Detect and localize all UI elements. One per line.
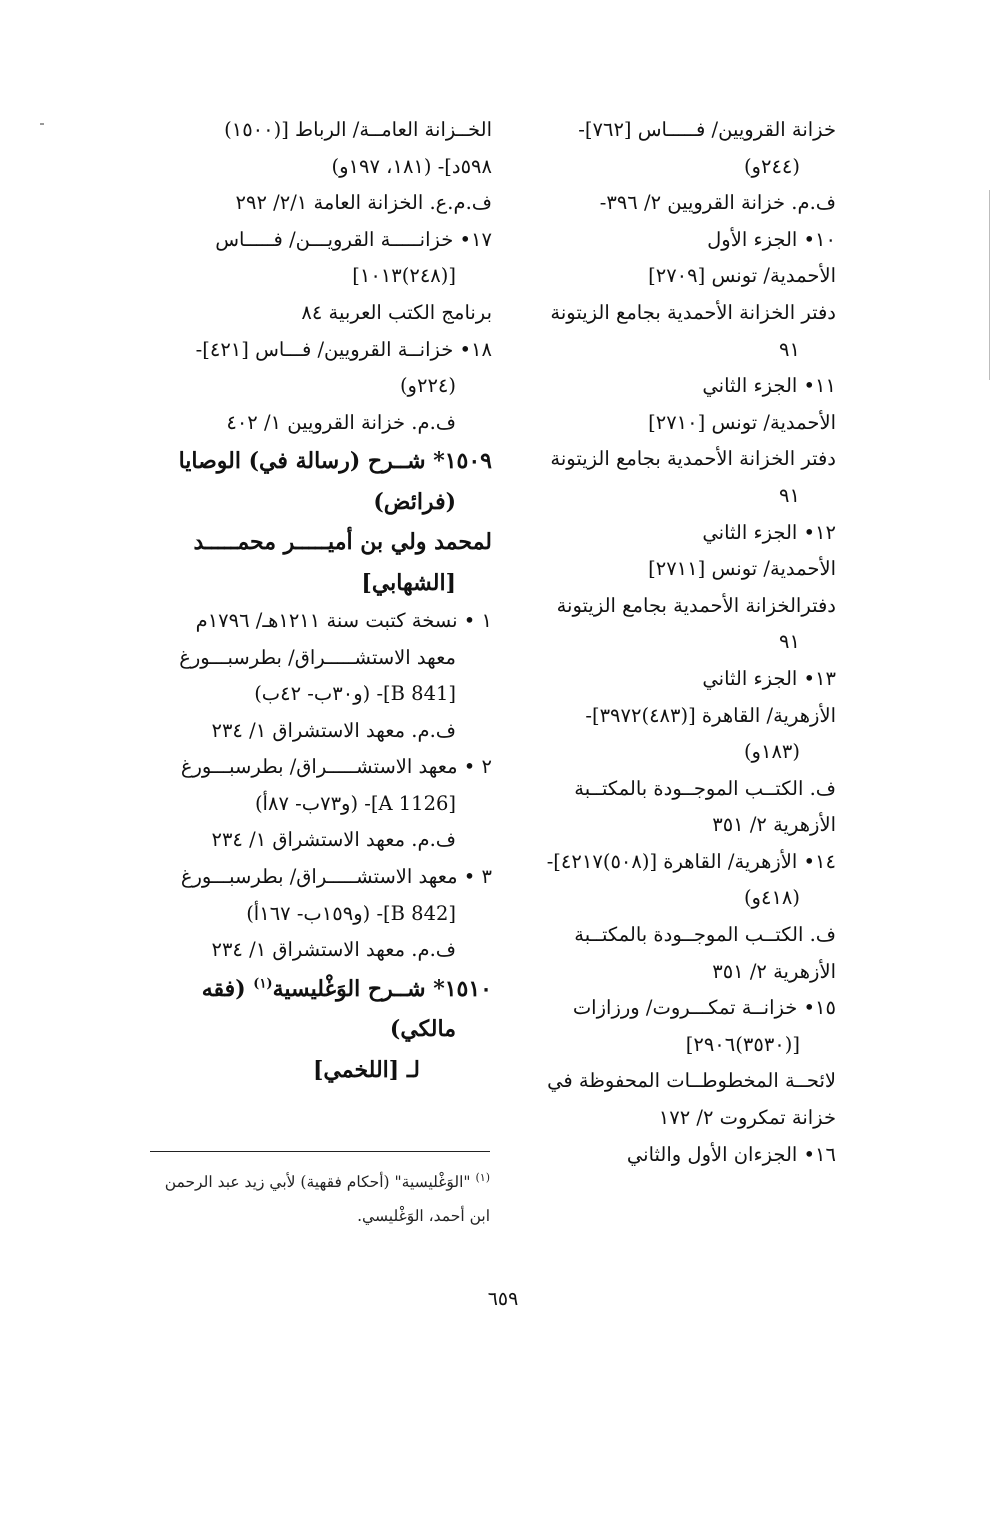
catalog-line: الأحمدية/ تونس [٢٧١٠] xyxy=(648,410,836,434)
footnote-line xyxy=(150,1165,490,1199)
entry-heading: ٢ • معهد الاستشـــــراق/ بطرسبـــورغ xyxy=(180,755,492,779)
catalog-line: [(٢٤٨)١٠١٣] xyxy=(352,264,456,288)
footnote-reference: (١) xyxy=(253,976,273,992)
entry-heading: ١٥• خزانــة تمكـــروت/ ورزازات xyxy=(572,996,836,1020)
entry-title-1509: ١٥٠٩* شــرح (رسالة في) الوصايا xyxy=(178,448,492,475)
catalog-line: ٩١ xyxy=(779,483,800,507)
catalog-line: (٤١٨و) xyxy=(743,886,800,910)
catalog-line: دفترالخزانة الأحمدية بجامع الزيتونة xyxy=(556,593,836,617)
catalog-line: برنامج الكتب العربية ٨٤ xyxy=(301,300,492,324)
catalog-line: الخــزانة العامــة/ الرباط [(١٥٠٠) xyxy=(224,118,492,141)
scan-speck xyxy=(40,123,44,125)
entry-heading: ١٨• خزانــة القرويين/ فـــاس [٤٢١]- xyxy=(195,337,492,361)
footnote-divider xyxy=(150,1151,490,1152)
catalog-line: ف.م.ع. الخزانة العامة ٢/١/ ٢٩٢ xyxy=(235,191,492,215)
entry-author-1509-cont: [الشهابي] xyxy=(361,569,456,596)
entry-heading: ١٧• خزانـــــة القرويـــن/ فـــــاس xyxy=(215,227,492,251)
entry-title-1509-cont: (فرائض) xyxy=(373,488,456,515)
catalog-line: ٩١ xyxy=(779,630,800,654)
catalog-line: ف.م. خزانة القرويين ١/ ٤٠٢ xyxy=(226,410,456,434)
catalog-line: ٩١ xyxy=(779,337,800,361)
footnote-mark: (١) xyxy=(475,1170,490,1184)
catalog-line: [A 1126]- (و٧٣ب- ٨٧أ) xyxy=(254,791,456,815)
catalog-line: [B 842]- (و١٥٩ب- ١٦٧أ) xyxy=(246,901,456,925)
catalog-line: الأزهرية/ القاهرة [(٤٨٣)٣٩٧٢]- xyxy=(585,703,836,727)
catalog-line: خزانة تمكروت ٢/ ١٧٢ xyxy=(658,1106,836,1130)
catalog-line: الأحمدية/ تونس [٢٧٠٩] xyxy=(648,264,836,288)
entry-heading: ١٣• الجزء الثاني xyxy=(702,666,836,690)
entry-heading: ١٢• الجزء الثاني xyxy=(702,520,836,544)
catalog-line: ف.م. معهد الاستشراق ١/ ٢٣٤ xyxy=(211,938,456,962)
entry-title-1510 xyxy=(150,969,492,1009)
entry-title-1510-text: ١٥١٠* شــرح الوَغْليسية xyxy=(272,975,492,1002)
catalog-line: (٢٢٤و) xyxy=(399,374,456,398)
footnote-line: ابن أحمد، الوَغْليسي. xyxy=(357,1207,490,1225)
scan-edge-line xyxy=(989,190,990,380)
page-number: ٦٥٩ xyxy=(487,1288,519,1310)
catalog-line: [(٣٥٣٠)٢٩٠٦] xyxy=(685,1032,800,1056)
entry-heading: ١٦• الجزءان الأول والثاني xyxy=(626,1142,836,1166)
catalog-line: الأزهرية ٢/ ٣٥١ xyxy=(712,813,836,837)
catalog-line: [B 841]- (و٣٠ب- ٤٢ب) xyxy=(254,682,456,706)
catalog-line: ف.م. خزانة القرويين ٢/ ٣٩٦- xyxy=(599,191,836,215)
catalog-line: ف.م. معهد الاستشراق ١/ ٢٣٤ xyxy=(211,718,456,742)
catalog-line: ف. الكتــب الموجــودة بالمكتــبة xyxy=(574,923,836,947)
right-column xyxy=(534,112,836,1173)
entry-author-1510: لـ [اللخمي] xyxy=(313,1056,420,1083)
entry-heading: ١٠• الجزء الأول xyxy=(707,227,836,251)
left-column xyxy=(150,112,492,1090)
catalog-line: (١٨٣و) xyxy=(743,740,800,764)
catalog-line: الأزهرية ٢/ ٣٥١ xyxy=(712,959,836,983)
catalog-line: لائحــة المخطوطــات المحفوظة في xyxy=(547,1069,836,1093)
catalog-line: دفتر الخزانة الأحمدية بجامع الزيتونة xyxy=(550,300,836,324)
catalog-line: ف. الكتــب الموجــودة بالمكتــبة xyxy=(574,776,836,800)
entry-heading: ١٤• الأزهرية/ القاهرة [(٥٠٨)٤٢١٧]- xyxy=(546,849,836,873)
entry-heading: ١ • نسخة كتبت سنة ١٢١١هـ/ ١٧٩٦م xyxy=(195,608,492,632)
catalog-line: ف.م. معهد الاستشراق ١/ ٢٣٤ xyxy=(211,828,456,852)
entry-author-1509: لمحمد ولي بن أميـــــر محمـــــد xyxy=(193,529,492,556)
catalog-line: دفتر الخزانة الأحمدية بجامع الزيتونة xyxy=(550,447,836,471)
catalog-line: ٥٩٨د]- (١٨١، ١٩٧و) xyxy=(331,154,492,178)
entry-heading: ٣ • معهد الاستشـــــراق/ بطرسبـــورغ xyxy=(180,865,492,889)
catalog-line: (٢٤٤و) xyxy=(743,154,800,178)
catalog-line: الأحمدية/ تونس [٢٧١١] xyxy=(648,557,836,581)
catalog-line: خزانة القرويين/ فـــــاس [٧٦٢]- xyxy=(578,118,836,141)
footnote-text: "الوَغْليسية" (أحكام فقهية) لأبي زيد عبد الرحمن xyxy=(164,1173,471,1191)
entry-heading: ١١• الجزء الثاني xyxy=(702,374,836,398)
entry-title-1510-tail: (فقه xyxy=(201,975,246,1002)
footnote xyxy=(150,1165,490,1233)
catalog-line: معهد الاستشـــــراق/ بطرسبـــورغ xyxy=(179,645,456,669)
entry-title-1510-cont: مالكي) xyxy=(389,1016,456,1043)
